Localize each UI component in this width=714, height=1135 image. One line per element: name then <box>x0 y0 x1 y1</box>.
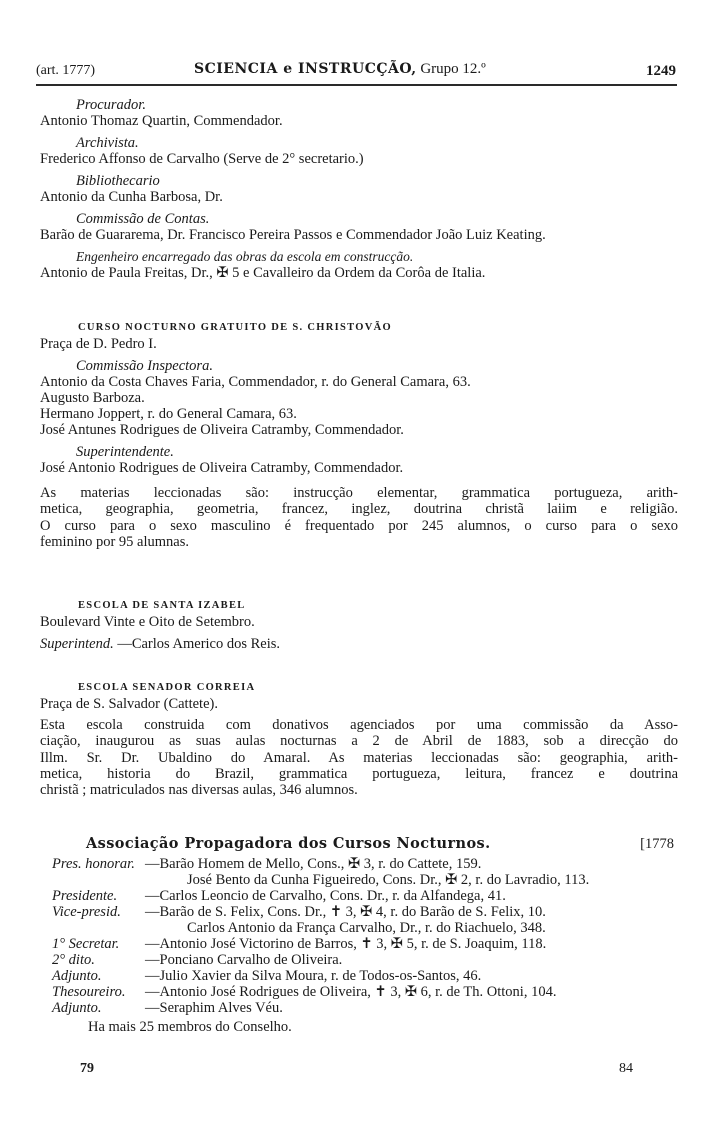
section-address: Boulevard Vinte e Oito de Setembro. <box>40 614 255 630</box>
running-title-group: Grupo 12.º <box>416 61 486 77</box>
member-row <box>52 1000 682 1016</box>
officer-name: Barão de Guararema, Dr. Francisco Pereira Passos e Commendador João Luiz Keating. <box>40 227 546 243</box>
member-row <box>52 984 682 1000</box>
member-details: —Barão Homem de Mello, Cons., ✠ 3, r. do Cattete, 159. <box>145 856 482 872</box>
member-role: 2° dito. <box>52 952 95 968</box>
member-role: 1° Secretar. <box>52 936 120 952</box>
officer-role: Bibliothecario <box>76 173 160 189</box>
article-reference: (art. 1777) <box>36 63 96 78</box>
member-details: Carlos Antonio da França Carvalho, Dr., r. do Riachuelo, 348. <box>187 920 546 936</box>
member-row <box>52 872 682 888</box>
header-rule <box>36 84 677 86</box>
paragraph-line: Illm. Sr. Dr. Ubaldino do Amaral. As materias leccionadas são: geographia, arith- <box>40 749 678 766</box>
article-number: [1778 <box>640 836 674 852</box>
superintendent-label: Superintendente. <box>76 444 174 460</box>
curso-christovao-section <box>40 320 680 550</box>
officers-list <box>40 97 680 281</box>
running-title-bold: SCIENCIA e INSTRUCÇÃO, <box>194 61 417 77</box>
member-role: Presidente. <box>52 888 118 904</box>
paragraph-line: feminino por 95 alumnas. <box>40 533 190 550</box>
member-details: —Ponciano Carvalho de Oliveira. <box>145 952 343 968</box>
officer-role: Engenheiro encarregado das obras da escola em construcção. <box>76 249 414 264</box>
officer-name: Frederico Affonso de Carvalho (Serve de 2° secretario.) <box>40 151 364 167</box>
member-role: Thesoureiro. <box>52 984 126 1000</box>
paragraph-line: metica, historia do Brazil, grammatica portugueza, leitura, francez e doutrina <box>40 765 678 782</box>
member-role: Pres. honorar. <box>52 856 135 872</box>
paragraph-line: Esta escola construida com donativos agenciados por uma commissão da Asso- <box>40 717 678 733</box>
section-heading: CURSO NOCTURNO GRATUITO DE S. CHRISTOVÃO <box>78 322 392 333</box>
member-details: —Julio Xavier da Silva Moura, r. de Todos-os-Santos, 46. <box>145 968 482 984</box>
associacao-heading <box>52 836 682 856</box>
member-row <box>52 920 682 936</box>
member-row <box>52 888 682 904</box>
officer-name: Antonio Thomaz Quartin, Commendador. <box>40 113 283 129</box>
running-header <box>36 61 676 83</box>
commission-member: Augusto Barboza. <box>40 390 145 406</box>
paragraph-line: christã ; matriculados nas diversas aulas, 346 alumnos. <box>40 782 358 799</box>
member-details: —Antonio José Victorino de Barros, ✝ 3, ✠ 5, r. de S. Joaquim, 118. <box>145 936 547 952</box>
officer-role: Procurador. <box>76 97 146 113</box>
officer-name: Antonio de Paula Freitas, Dr., ✠ 5 e Cavalleiro da Ordem da Corôa de Italia. <box>40 265 486 281</box>
signature-mark-left: 79 <box>80 1061 94 1076</box>
member-details: José Bento da Cunha Figueiredo, Cons. Dr., ✠ 2, r. do Lavradio, 113. <box>187 872 590 888</box>
officer-role: Archivista. <box>76 135 139 151</box>
superintendent-name: —Carlos Americo dos Reis. <box>113 636 281 652</box>
member-details: —Antonio José Rodrigues de Oliveira, ✝ 3, ✠ 6, r. de Th. Ottoni, 104. <box>145 984 557 1000</box>
council-note-row <box>52 1019 682 1035</box>
associacao-title: Associação Propagadora dos Cursos Nocturnos. <box>86 835 491 852</box>
paragraph-line: metica, geographia, geometria, francez, inglez, doutrina christã laiim e religião. <box>40 501 678 518</box>
signature-mark-right: 84 <box>619 1061 633 1076</box>
member-role: Vice-presid. <box>52 904 121 920</box>
commission-label: Commissão Inspectora. <box>76 358 213 374</box>
superintendent-line <box>40 636 680 652</box>
paragraph-line: ciação, inaugurou as suas aulas nocturnas a 2 de Abril de 1883, sob a direcção do <box>40 733 678 750</box>
member-details: —Carlos Leoncio de Carvalho, Cons. Dr., r. da Alfandega, 41. <box>145 888 506 904</box>
officer-name: Antonio da Cunha Barbosa, Dr. <box>40 189 223 205</box>
escola-correia-section <box>40 680 680 798</box>
commission-member: Hermano Joppert, r. do General Camara, 63. <box>40 406 297 422</box>
section-address: Praça de D. Pedro I. <box>40 336 157 352</box>
paragraph-line: O curso para o sexo masculino é frequentado por 245 alumnos, o curso para o sexo <box>40 517 678 534</box>
member-details: —Barão de S. Felix, Cons. Dr., ✝ 3, ✠ 4, r. do Barão de S. Felix, 10. <box>145 904 546 920</box>
associacao-section <box>52 836 682 1035</box>
council-note: Ha mais 25 membros do Conselho. <box>88 1019 292 1035</box>
running-title <box>194 61 486 78</box>
superintendent-label: Superintend. <box>40 636 114 652</box>
section-address: Praça de S. Salvador (Cattete). <box>40 696 218 712</box>
section-heading: ESCOLA SENADOR CORREIA <box>78 682 256 693</box>
section-heading: ESCOLA DE SANTA IZABEL <box>78 600 246 611</box>
member-row <box>52 856 682 872</box>
paragraph-line: As materias leccionadas são: instrucção elementar, grammatica portugueza, arith- <box>40 485 678 501</box>
member-row <box>52 936 682 952</box>
officer-role: Commissão de Contas. <box>76 211 210 227</box>
escola-correia-paragraph <box>40 717 678 798</box>
superintendent-name: José Antonio Rodrigues de Oliveira Catramby, Commendador. <box>40 460 404 476</box>
commission-member: Antonio da Costa Chaves Faria, Commendador, r. do General Camara, 63. <box>40 374 471 390</box>
member-details: —Seraphim Alves Véu. <box>145 1000 283 1016</box>
commission-member: José Antunes Rodrigues de Oliveira Catramby, Commendador. <box>40 422 404 438</box>
member-row <box>52 968 682 984</box>
page-number: 1249 <box>646 63 676 79</box>
curso-christovao-paragraph <box>40 485 678 550</box>
member-row <box>52 904 682 920</box>
member-role: Adjunto. <box>52 968 102 984</box>
member-role: Adjunto. <box>52 1000 102 1016</box>
member-row <box>52 952 682 968</box>
escola-izabel-section <box>40 598 680 652</box>
